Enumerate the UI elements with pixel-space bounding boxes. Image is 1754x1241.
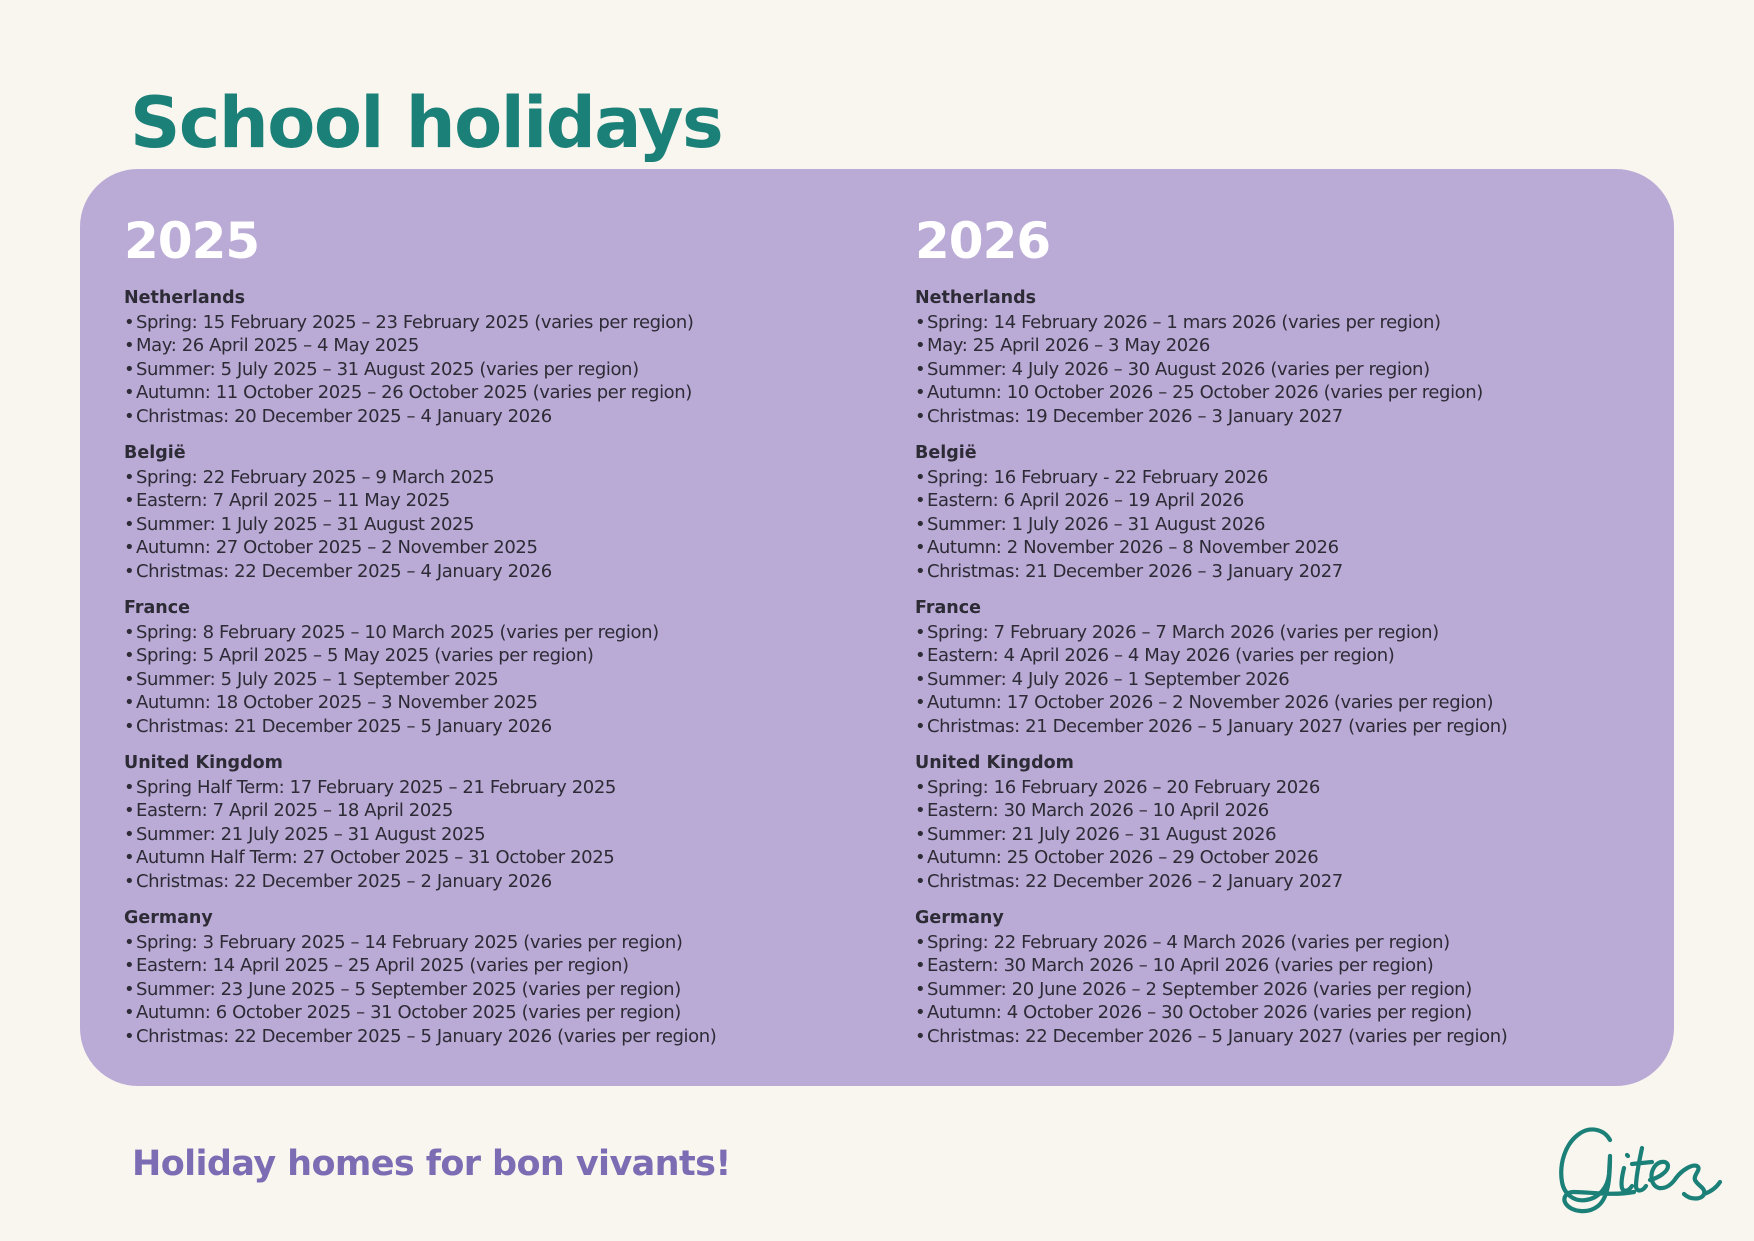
bullet-icon: • [915,621,926,643]
year-heading: 2025 [124,212,260,270]
bullet-icon: • [124,621,135,643]
country-name: België [915,443,977,463]
country-name: Germany [915,908,1004,928]
bullet-icon: • [124,335,135,357]
bullet-icon: • [915,978,926,1000]
bullet-icon: • [915,311,926,333]
bullet-icon: • [915,847,926,869]
bullet-icon: • [915,1025,926,1047]
holiday-text: Christmas: 21 December 2026 – 3 January 2027 [927,560,1343,582]
holiday-item [915,334,1635,358]
holiday-item [124,621,844,645]
bullet-icon: • [915,490,926,512]
bullet-icon: • [915,692,926,714]
holiday-text: Spring: 22 February 2026 – 4 March 2026 (varies per region) [927,931,1450,953]
holiday-item [915,931,1635,955]
holiday-text: Spring: 22 February 2025 – 9 March 2025 [136,466,495,488]
bullet-icon: • [124,1002,135,1024]
bullet-icon: • [124,1025,135,1047]
holiday-text: Summer: 1 July 2025 – 31 August 2025 [136,513,475,535]
holiday-item [915,1001,1635,1025]
holiday-text: Autumn: 25 October 2026 – 29 October 2026 [927,847,1319,869]
holiday-text: Eastern: 7 April 2025 – 11 May 2025 [136,490,450,512]
bullet-icon: • [915,955,926,977]
bullet-icon: • [915,800,926,822]
holiday-item [915,823,1635,847]
holiday-text: Autumn: 6 October 2025 – 31 October 2025 (varies per region) [136,1002,681,1024]
holiday-item [124,978,844,1002]
gites-logo-icon [1552,1122,1724,1214]
holiday-text: Spring: 16 February - 22 February 2026 [927,466,1268,488]
holiday-item [124,381,844,405]
holiday-item [915,691,1635,715]
bullet-icon: • [915,645,926,667]
holiday-list [124,466,844,584]
holiday-item [915,513,1635,537]
country-section-united-kingdom [915,752,1635,907]
bullet-icon: • [915,870,926,892]
holiday-item [124,776,844,800]
bullet-icon: • [915,466,926,488]
holiday-item [915,405,1635,429]
bullet-icon: • [124,382,135,404]
holiday-list [915,466,1635,584]
bullet-icon: • [124,800,135,822]
bullet-icon: • [915,537,926,559]
holiday-list [915,776,1635,894]
bullet-icon: • [915,668,926,690]
holiday-text: Summer: 4 July 2026 – 30 August 2026 (varies per region) [927,358,1430,380]
holiday-item [124,644,844,668]
bullet-icon: • [915,776,926,798]
bullet-icon: • [124,978,135,1000]
holiday-text: Autumn: 2 November 2026 – 8 November 2026 [927,537,1339,559]
holiday-list [915,931,1635,1049]
bullet-icon: • [124,931,135,953]
holiday-text: May: 25 April 2026 – 3 May 2026 [927,335,1210,357]
bullet-icon: • [124,311,135,333]
holiday-text: Christmas: 21 December 2025 – 5 January 2026 [136,715,552,737]
holiday-text: Spring Half Term: 17 February 2025 – 21 February 2025 [136,776,616,798]
holiday-text: Summer: 21 July 2025 – 31 August 2025 [136,823,486,845]
country-name: France [124,598,190,618]
country-name: United Kingdom [124,753,283,773]
country-name: Netherlands [124,288,246,308]
holiday-text: Summer: 23 June 2025 – 5 September 2025 (varies per region) [136,978,681,1000]
holiday-text: Summer: 5 July 2025 – 1 September 2025 [136,668,499,690]
country-section-united-kingdom [124,752,844,907]
bullet-icon: • [124,405,135,427]
holiday-text: Spring: 7 February 2026 – 7 March 2026 (varies per region) [927,621,1439,643]
holiday-item [124,311,844,335]
bullet-icon: • [124,537,135,559]
holiday-text: Summer: 21 July 2026 – 31 August 2026 [927,823,1277,845]
holiday-text: Christmas: 22 December 2025 – 4 January 2026 [136,560,552,582]
country-section-netherlands [124,287,844,442]
holiday-item [124,954,844,978]
bullet-icon: • [915,382,926,404]
bullet-icon: • [124,668,135,690]
country-section-france [124,597,844,752]
holiday-item [915,799,1635,823]
holiday-text: Autumn: 10 October 2026 – 25 October 2026 (varies per region) [927,382,1483,404]
holiday-text: Spring: 15 February 2025 – 23 February 2025 (varies per region) [136,311,694,333]
holiday-item [915,311,1635,335]
holiday-text: Eastern: 14 April 2025 – 25 April 2025 (varies per region) [136,955,629,977]
holiday-text: Christmas: 19 December 2026 – 3 January 2027 [927,405,1343,427]
holiday-item [124,334,844,358]
holiday-item [915,954,1635,978]
holiday-text: Eastern: 4 April 2026 – 4 May 2026 (varies per region) [927,645,1395,667]
gites-logo[interactable] [1552,1122,1724,1214]
country-section-france [915,597,1635,752]
holiday-list [124,621,844,739]
holiday-text: Spring: 14 February 2026 – 1 mars 2026 (varies per region) [927,311,1441,333]
holiday-item [124,715,844,739]
year-column-2025 [124,209,844,1062]
holiday-list [124,311,844,429]
holiday-item [124,799,844,823]
holiday-item [124,536,844,560]
holiday-text: Autumn: 18 October 2025 – 3 November 2025 [136,692,538,714]
holiday-item [915,358,1635,382]
holiday-item [124,823,844,847]
country-list [915,287,1635,1062]
holiday-item [124,870,844,894]
year-column-2026 [915,209,1635,1062]
bullet-icon: • [915,715,926,737]
holiday-text: Autumn: 11 October 2025 – 26 October 2025 (varies per region) [136,382,692,404]
country-section-germany [124,907,844,1062]
holiday-item [124,560,844,584]
country-name: Germany [124,908,213,928]
holiday-text: Spring: 5 April 2025 – 5 May 2025 (varies per region) [136,645,594,667]
bullet-icon: • [915,931,926,953]
holiday-item [915,644,1635,668]
holiday-text: Autumn: 17 October 2026 – 2 November 2026 (varies per region) [927,692,1494,714]
bullet-icon: • [124,847,135,869]
holiday-text: Autumn Half Term: 27 October 2025 – 31 October 2025 [136,847,615,869]
bullet-icon: • [124,692,135,714]
holidays-panel [80,169,1674,1086]
holiday-item [915,560,1635,584]
holiday-text: Christmas: 22 December 2026 – 5 January 2027 (varies per region) [927,1025,1508,1047]
bullet-icon: • [124,645,135,667]
tagline: Holiday homes for bon vivants! [132,1144,731,1184]
bullet-icon: • [915,335,926,357]
holiday-item [124,489,844,513]
holiday-item [915,621,1635,645]
bullet-icon: • [124,490,135,512]
bullet-icon: • [124,560,135,582]
country-section-netherlands [915,287,1635,442]
holiday-item [124,846,844,870]
holiday-text: Christmas: 22 December 2025 – 2 January 2026 [136,870,552,892]
holiday-text: Autumn: 27 October 2025 – 2 November 2025 [136,537,538,559]
holiday-text: May: 26 April 2025 – 4 May 2025 [136,335,419,357]
holiday-item [124,466,844,490]
bullet-icon: • [124,715,135,737]
holiday-text: Eastern: 30 March 2026 – 10 April 2026 (varies per region) [927,955,1434,977]
holiday-item [915,466,1635,490]
holiday-list [915,621,1635,739]
bullet-icon: • [915,405,926,427]
bullet-icon: • [915,560,926,582]
holiday-text: Eastern: 30 March 2026 – 10 April 2026 [927,800,1269,822]
country-name: United Kingdom [915,753,1074,773]
holiday-item [915,870,1635,894]
bullet-icon: • [124,513,135,535]
bullet-icon: • [915,1002,926,1024]
holiday-text: Spring: 3 February 2025 – 14 February 2025 (varies per region) [136,931,683,953]
holiday-item [124,1025,844,1049]
holiday-item [915,978,1635,1002]
country-name: België [124,443,186,463]
holiday-text: Christmas: 22 December 2026 – 2 January 2027 [927,870,1343,892]
bullet-icon: • [124,870,135,892]
holiday-item [915,536,1635,560]
holiday-item [124,513,844,537]
bullet-icon: • [124,776,135,798]
year-heading: 2026 [915,212,1051,270]
holiday-item [915,846,1635,870]
holiday-text: Spring: 8 February 2025 – 10 March 2025 (varies per region) [136,621,659,643]
holiday-list [124,931,844,1049]
holiday-text: Eastern: 6 April 2026 – 19 April 2026 [927,490,1244,512]
country-name: France [915,598,981,618]
page-title: School holidays [130,82,723,164]
holiday-text: Summer: 1 July 2026 – 31 August 2026 [927,513,1266,535]
holiday-text: Christmas: 21 December 2026 – 5 January 2027 (varies per region) [927,715,1508,737]
bullet-icon: • [124,955,135,977]
holiday-list [124,776,844,894]
holiday-item [915,715,1635,739]
holiday-item [124,358,844,382]
bullet-icon: • [915,823,926,845]
bullet-icon: • [124,358,135,380]
holiday-text: Summer: 20 June 2026 – 2 September 2026 (varies per region) [927,978,1472,1000]
holiday-text: Autumn: 4 October 2026 – 30 October 2026 (varies per region) [927,1002,1472,1024]
holiday-item [915,668,1635,692]
holiday-text: Summer: 4 July 2026 – 1 September 2026 [927,668,1290,690]
country-list [124,287,844,1062]
bullet-icon: • [124,823,135,845]
holiday-text: Eastern: 7 April 2025 – 18 April 2025 [136,800,453,822]
holiday-text: Christmas: 22 December 2025 – 5 January 2026 (varies per region) [136,1025,717,1047]
bullet-icon: • [915,513,926,535]
holiday-list [915,311,1635,429]
holiday-item [124,405,844,429]
country-section-belgie [915,442,1635,597]
holiday-item [915,381,1635,405]
holiday-item [915,489,1635,513]
country-section-belgie [124,442,844,597]
holiday-item [124,931,844,955]
holiday-item [124,668,844,692]
country-section-germany [915,907,1635,1062]
holiday-item [915,776,1635,800]
holiday-text: Spring: 16 February 2026 – 20 February 2026 [927,776,1320,798]
holiday-item [124,1001,844,1025]
country-name: Netherlands [915,288,1037,308]
holiday-text: Christmas: 20 December 2025 – 4 January 2026 [136,405,552,427]
holiday-item [915,1025,1635,1049]
bullet-icon: • [124,466,135,488]
holiday-item [124,691,844,715]
holiday-text: Summer: 5 July 2025 – 31 August 2025 (varies per region) [136,358,639,380]
bullet-icon: • [915,358,926,380]
